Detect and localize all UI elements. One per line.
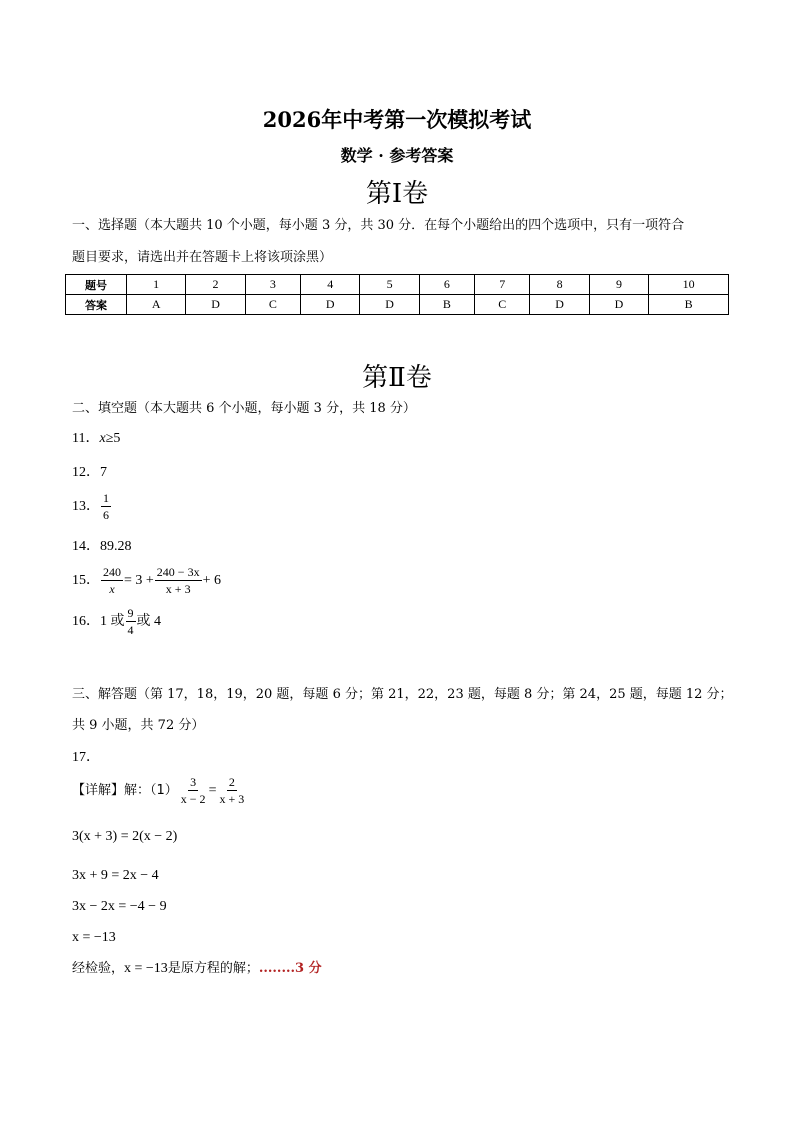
- fraction: [101, 566, 123, 595]
- question-number: 15．: [72, 572, 100, 588]
- fraction: [155, 566, 202, 595]
- table-cell: C: [475, 295, 530, 315]
- denominator: 4: [127, 623, 134, 637]
- question-number: 12．: [72, 465, 100, 480]
- table-row-label-answers: 答案: [66, 295, 127, 315]
- answer-15: [72, 566, 221, 595]
- solution-check: [72, 962, 322, 976]
- fraction: [217, 776, 246, 805]
- check-suffix: 是原方程的解；: [167, 961, 259, 976]
- table-cell: 10: [649, 275, 729, 295]
- solve-heading-line1: 三、解答题（第 17，18，19，20 题，每题 6 分；第 21，22，23 题，每题 8 分；第 24，25 题，每题 12 分；: [72, 687, 733, 702]
- denominator: x: [109, 582, 115, 596]
- table-cell: B: [419, 295, 474, 315]
- table-cell: C: [245, 295, 300, 315]
- solution-step-2: 3x + 9 = 2x − 4: [72, 868, 159, 883]
- choice-instructions-line1: 一、选择题（本大题共 10 个小题，每小题 3 分，共 30 分．在每个小题给出的四个选项中，只有一项符合: [72, 218, 685, 233]
- solution-step-3: 3x − 2x = −4 − 9: [72, 899, 167, 914]
- numerator: 2: [228, 775, 235, 789]
- question-number: 16．: [72, 613, 100, 629]
- denominator: 6: [103, 508, 109, 522]
- table-cell: D: [589, 295, 648, 315]
- table-cell: 2: [186, 275, 245, 295]
- question-number: 11．: [72, 431, 100, 446]
- part1-heading: 第Ⅰ卷: [365, 179, 429, 209]
- part2-heading: 第Ⅱ卷: [362, 363, 432, 393]
- check-prefix: 经检验，: [72, 961, 125, 976]
- table-cell: B: [649, 295, 729, 315]
- table-row-numbers: [66, 275, 729, 295]
- numerator: 9: [127, 606, 134, 620]
- equation-end: + 6: [202, 572, 221, 588]
- table-cell: 5: [360, 275, 419, 295]
- answer-table: [65, 274, 729, 315]
- question-number: 13．: [72, 498, 100, 514]
- solve-heading-line2: 共 9 小题，共 72 分）: [72, 718, 205, 733]
- fraction: [101, 492, 111, 521]
- denominator: x + 3: [165, 582, 191, 596]
- equals-sign: =: [208, 782, 217, 798]
- table-cell: 4: [301, 275, 360, 295]
- detail-prefix: 【详解】解：（1）: [72, 783, 178, 798]
- numerator: 3: [190, 775, 197, 789]
- answer-text: 1 或: [100, 613, 125, 629]
- variable: x: [99, 431, 106, 446]
- answer-13: [72, 492, 112, 521]
- fill-heading: 二、填空题（本大题共 6 个小题，每小题 3 分，共 18 分）: [72, 401, 416, 416]
- table-cell: 3: [245, 275, 300, 295]
- table-row-label-numbers: 题号: [66, 275, 127, 295]
- answer-14: [72, 540, 132, 554]
- table-row-answers: [66, 295, 729, 315]
- table-cell: 8: [530, 275, 589, 295]
- numerator: 240 − 3x: [156, 565, 200, 579]
- denominator: x + 3: [219, 792, 245, 806]
- page-subtitle: 数学 · 参考答案: [340, 146, 454, 165]
- table-cell: 6: [419, 275, 474, 295]
- answer-12: [72, 466, 107, 480]
- answer-11: [72, 432, 120, 446]
- numerator: 240: [103, 565, 121, 579]
- choice-instructions-line2: 题目要求，请选出并在答题卡上将该项涂黑）: [72, 250, 333, 265]
- answer-text: ≥5: [105, 431, 121, 446]
- table-cell: D: [186, 295, 245, 315]
- solution-step-4: x = −13: [72, 930, 116, 945]
- page-title: 2026年中考第一次模拟考试: [262, 107, 532, 132]
- solution-step-1: 3(x + 3) = 2(x − 2): [72, 829, 178, 844]
- answer-16: [72, 607, 161, 636]
- question-17-label: 17．: [72, 750, 100, 765]
- answer-text: 或 4: [136, 613, 161, 629]
- table-cell: 9: [589, 275, 648, 295]
- score-mark: ........3 分: [258, 961, 322, 976]
- question-number: 14．: [72, 539, 100, 554]
- denominator: x − 2: [180, 792, 206, 806]
- table-cell: D: [360, 295, 419, 315]
- table-cell: D: [301, 295, 360, 315]
- numerator: 1: [103, 491, 109, 505]
- check-expression: x = −13: [124, 961, 168, 976]
- q17-equation: [72, 776, 247, 805]
- table-cell: A: [127, 295, 186, 315]
- equation-middle: = 3 +: [124, 572, 154, 588]
- table-cell: D: [530, 295, 589, 315]
- table-cell: 1: [127, 275, 186, 295]
- answer-text: 89.28: [100, 539, 132, 554]
- answer-text: 7: [100, 465, 107, 480]
- table-cell: 7: [475, 275, 530, 295]
- fraction: [179, 776, 208, 805]
- fraction: [126, 607, 136, 636]
